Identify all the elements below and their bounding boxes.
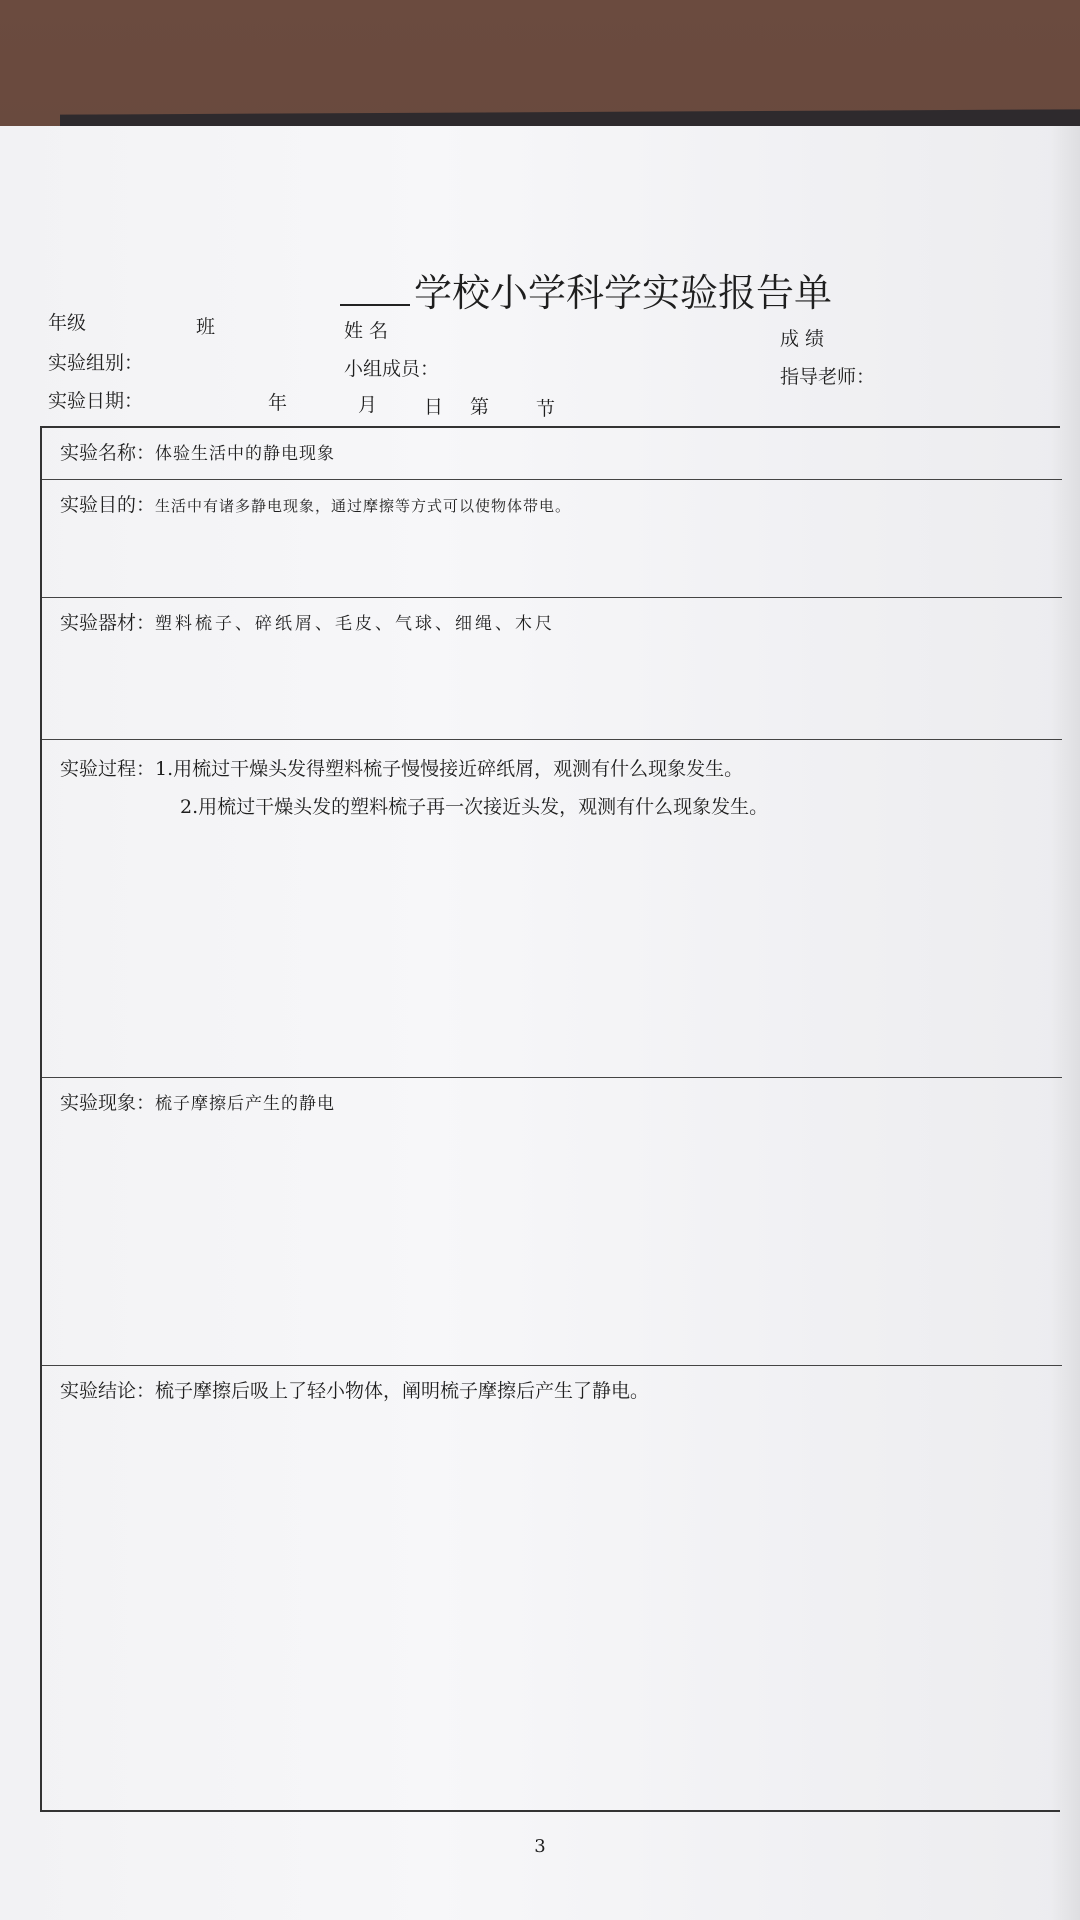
experiment-phenomenon-label: 实验现象： [60, 1092, 156, 1114]
score-label: 成 绩 [780, 328, 825, 350]
experiment-conclusion-label: 实验结论： [60, 1380, 156, 1402]
experiment-materials-line [60, 608, 555, 635]
report-title-text: 学校小学科学实验报告单 [414, 271, 833, 315]
experiment-materials-value[interactable]: 塑料梳子、碎纸屑、毛皮、气球、细绳、木尺 [155, 614, 556, 634]
experiment-purpose-label: 实验目的： [60, 494, 156, 516]
page-number: 3 [534, 1836, 546, 1857]
year-label: 年 [268, 392, 288, 414]
report-title [340, 262, 860, 317]
process-step-1-line [60, 750, 768, 788]
experiment-purpose-line [60, 490, 571, 517]
experiment-phenomenon-line [60, 1088, 335, 1115]
experiment-name-label: 实验名称： [60, 442, 156, 464]
date-label: 实验日期： [48, 390, 144, 412]
row-experiment-process [42, 740, 1062, 1078]
school-name-blank[interactable] [340, 304, 410, 306]
report-sheet [0, 126, 1080, 1920]
day-label: 日 [424, 396, 444, 418]
month-label: 月 [358, 394, 378, 416]
experiment-process-label: 实验过程： [60, 758, 156, 780]
members-label: 小组成员： [344, 358, 440, 380]
experiment-phenomenon-value[interactable]: 梳子摩擦后产生的静电 [155, 1094, 336, 1114]
experiment-purpose-value[interactable]: 生活中有诸多静电现象，通过摩擦等方式可以使物体带电。 [155, 497, 572, 515]
row-experiment-conclusion [42, 1366, 1062, 1810]
experiment-process-block [60, 750, 768, 826]
row-experiment-phenomenon [42, 1078, 1062, 1366]
period-prefix: 第 [470, 396, 490, 418]
report-form-table [40, 426, 1060, 1812]
experiment-materials-label: 实验器材： [60, 612, 156, 634]
process-step-2[interactable]: 2.用梳过干燥头发的塑料梳子再一次接近头发，观测有什么现象发生。 [180, 796, 769, 818]
row-experiment-purpose [42, 480, 1062, 598]
process-step-1[interactable]: 1.用梳过干燥头发得塑料梳子慢慢接近碎纸屑，观测有什么现象发生。 [155, 758, 744, 780]
experiment-conclusion-line [60, 1376, 649, 1403]
class-label: 班 [196, 316, 216, 338]
group-label: 实验组别： [48, 352, 144, 374]
period-suffix: 节 [536, 398, 556, 420]
experiment-conclusion-value[interactable]: 梳子摩擦后吸上了轻小物体，阐明梳子摩擦后产生了静电。 [155, 1380, 650, 1402]
grade-label: 年级 [48, 312, 87, 334]
experiment-name-value[interactable]: 体验生活中的静电现象 [155, 444, 336, 464]
teacher-label: 指导老师： [780, 366, 876, 388]
experiment-name-line [60, 438, 335, 465]
row-experiment-name [42, 428, 1062, 480]
row-experiment-materials [42, 598, 1062, 740]
name-label: 姓 名 [344, 320, 389, 342]
